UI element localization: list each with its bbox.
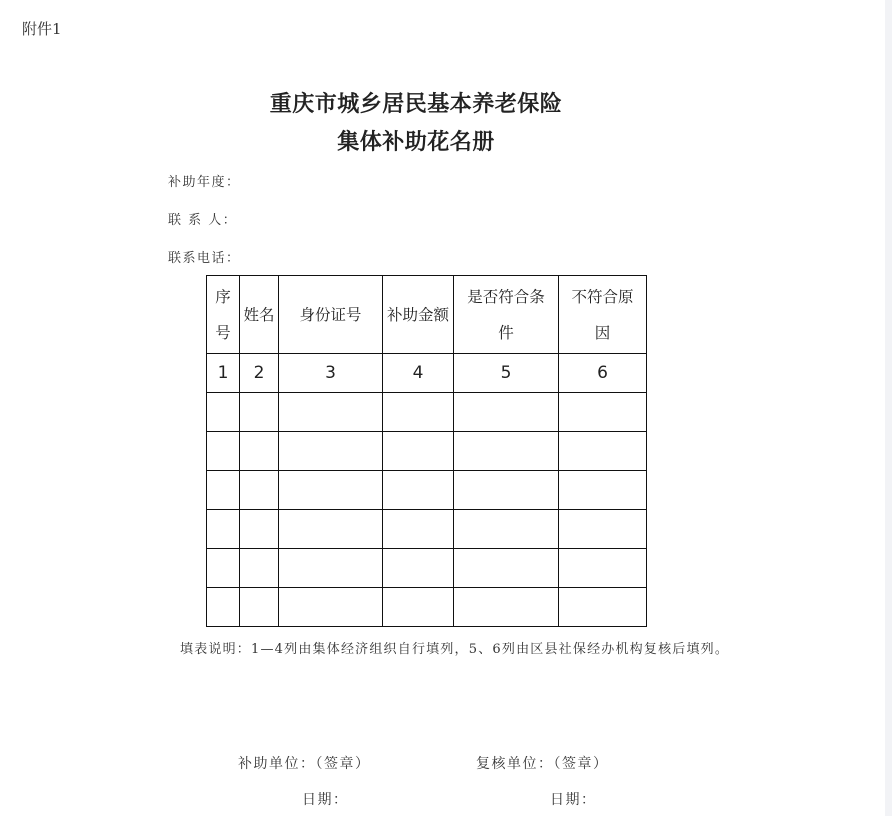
review-unit-signature: 复核单位：（签章）: [476, 756, 609, 772]
table-cell: [279, 393, 383, 432]
table-cell: [240, 393, 279, 432]
contact-person-label: 联 系 人：: [168, 213, 238, 228]
table-cell: [240, 510, 279, 549]
header-eligible: 是否符合条 件: [454, 276, 559, 354]
table-cell: [383, 471, 454, 510]
table-row: [207, 549, 647, 588]
table-cell: [454, 549, 559, 588]
table-cell: [240, 471, 279, 510]
review-date-label: 日期：: [550, 792, 597, 808]
table-row: [207, 510, 647, 549]
table-cell: [240, 588, 279, 627]
table-cell: [279, 510, 383, 549]
document-title-line1: 重庆市城乡居民基本养老保险: [269, 91, 563, 117]
table-cell: [383, 510, 454, 549]
header-serial-number: 序 号: [207, 276, 240, 354]
table-cell: [207, 510, 240, 549]
table-cell: [559, 432, 647, 471]
contact-phone-label: 联系电话：: [168, 251, 241, 266]
table-cell: [454, 393, 559, 432]
table-cell: [383, 393, 454, 432]
header-name: 姓名: [240, 276, 279, 354]
table-row: [207, 588, 647, 627]
table-cell: [383, 432, 454, 471]
header-id-number: 身份证号: [279, 276, 383, 354]
table-header-row: [207, 276, 647, 354]
table-cell: [559, 471, 647, 510]
subsidy-roster-table: [206, 275, 647, 627]
table-row: [207, 471, 647, 510]
table-cell: [279, 588, 383, 627]
table-cell: [559, 549, 647, 588]
header-ineligible-reason: 不符合原 因: [559, 276, 647, 354]
table-cell: [207, 432, 240, 471]
table-cell: [454, 432, 559, 471]
column-number: 2: [240, 354, 279, 393]
column-number: 6: [559, 354, 647, 393]
subsidy-unit-signature: 补助单位：（签章）: [238, 756, 371, 772]
table-cell: [454, 471, 559, 510]
subsidy-year-label: 补助年度：: [168, 175, 241, 190]
column-number: 4: [383, 354, 454, 393]
table-cell: [279, 432, 383, 471]
table-cell: [279, 549, 383, 588]
table-cell: [240, 549, 279, 588]
document-title-line2: 集体补助花名册: [337, 129, 495, 155]
column-number: 1: [207, 354, 240, 393]
table-row: [207, 432, 647, 471]
table-row: [207, 393, 647, 432]
table-cell: [383, 588, 454, 627]
column-number: 3: [279, 354, 383, 393]
table-cell: [559, 588, 647, 627]
table-cell: [207, 588, 240, 627]
scrollbar[interactable]: [885, 0, 892, 816]
table-cell: [559, 510, 647, 549]
filling-instructions: 填表说明：1—4列由集体经济组织自行填列，5、6列由区县社保经办机构复核后填列。: [180, 642, 730, 657]
attachment-label: 附件1: [22, 20, 62, 38]
table-cell: [454, 588, 559, 627]
table-cell: [559, 393, 647, 432]
table-cell: [207, 471, 240, 510]
column-number-row: [207, 354, 647, 393]
header-subsidy-amount: 补助金额: [383, 276, 454, 354]
table-cell: [454, 510, 559, 549]
table-cell: [207, 393, 240, 432]
column-number: 5: [454, 354, 559, 393]
table-cell: [240, 432, 279, 471]
table-cell: [207, 549, 240, 588]
table-cell: [279, 471, 383, 510]
subsidy-date-label: 日期：: [302, 792, 349, 808]
table-cell: [383, 549, 454, 588]
